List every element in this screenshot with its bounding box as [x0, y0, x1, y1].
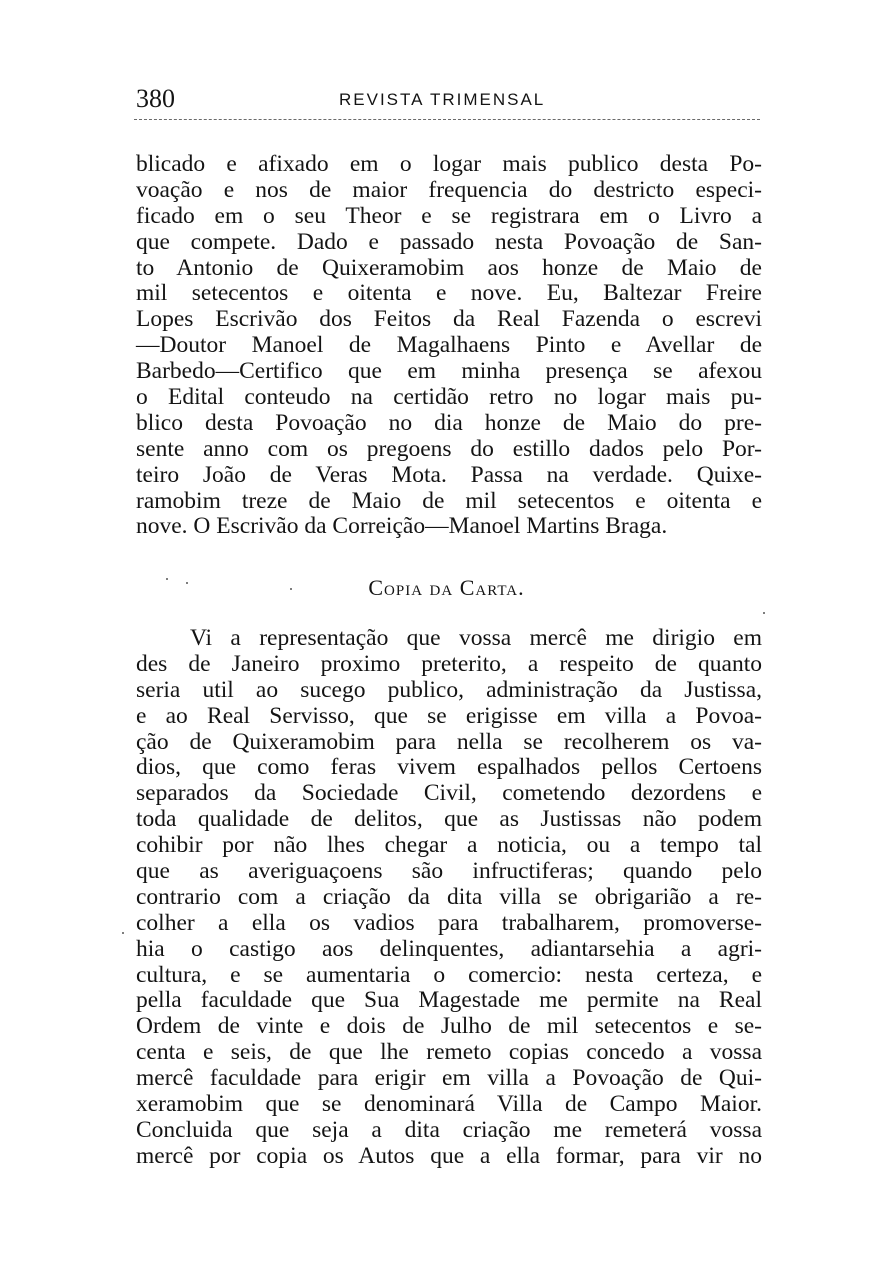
- running-head: [134, 84, 764, 114]
- text-line: nove. O Escrivão da Correição—Manoel Martins Braga.: [136, 513, 668, 540]
- journal-title: REVISTA TRIMENSAL: [339, 90, 546, 109]
- text-line: Ordem de vinte e dois de Julho de mil setecentos e se-: [136, 1013, 762, 1040]
- print-speck: [290, 588, 292, 590]
- text-line: que compete. Dado e passado nesta Povoação de San-: [136, 228, 762, 255]
- text-line: —Doutor Manoel de Magalhaens Pinto e Avellar de: [136, 332, 762, 359]
- text-line: ramobim treze de Maio de mil setecentos e oitenta e: [136, 487, 762, 514]
- text-line: ção de Quixeramobim para nella se recolherem os va-: [136, 728, 762, 755]
- text-line: teiro João de Veras Mota. Passa na verdade. Quixe-: [136, 461, 762, 488]
- text-line: to Antonio de Quixeramobim aos honze de Maio de: [136, 254, 762, 281]
- text-line: o Edital conteudo na certidão retro no logar mais pu-: [136, 384, 762, 411]
- print-speck: [763, 612, 765, 614]
- text-line: Vi a representação que vossa mercê me dirigio em: [190, 625, 762, 651]
- page-number: 380: [136, 84, 175, 113]
- text-line: ficado em o seu Theor e se registrara em o Livro a: [136, 202, 762, 229]
- text-line: Lopes Escrivão dos Feitos da Real Fazenda o escrevi: [136, 306, 762, 333]
- header-rule: [134, 119, 760, 120]
- text-line: seria util ao sucego publico, administração da Justissa,: [136, 676, 762, 703]
- text-line: que as averiguaçoens são infructiferas; quando pelo: [136, 858, 762, 885]
- text-line: xeramobim que se denominará Villa de Campo Maior.: [136, 1091, 762, 1118]
- section-heading: Copia da Carta.: [368, 575, 525, 600]
- text-line: des de Janeiro proximo preterito, a respeito de quanto: [136, 650, 762, 677]
- text-line: blicado e afixado em o logar mais publico desta Po-: [136, 151, 762, 177]
- text-line: e ao Real Servisso, que se erigisse em villa a Povoa-: [136, 702, 762, 729]
- text-line: cultura, e se aumentaria o comercio: nesta certeza, e: [136, 961, 762, 988]
- text-line: mil setecentos e oitenta e nove. Eu, Baltezar Freire: [136, 280, 762, 307]
- text-block-carta: [136, 626, 762, 1170]
- text-line: colher a ella os vadios para trabalharem, promoverse-: [136, 909, 762, 936]
- text-line: mercê faculdade para erigir em villa a Povoação de Qui-: [136, 1065, 762, 1092]
- text-line: toda qualidade de delitos, que as Justissas não podem: [136, 806, 762, 833]
- print-speck: [186, 582, 188, 584]
- text-line: dios, que como feras vivem espalhados pellos Certoens: [136, 754, 762, 781]
- text-line: centa e seis, de que lhe remeto copias concedo a vossa: [136, 1039, 762, 1066]
- text-line: mercê por copia os Autos que a ella formar, para vir no: [136, 1142, 762, 1169]
- text-line: contrario com a criação da dita villa se obrigarião a re-: [136, 883, 762, 910]
- text-line: blico desta Povoação no dia honze de Maio do pre-: [136, 409, 762, 436]
- text-line: pella faculdade que Sua Magestade me permite na Real: [136, 987, 762, 1014]
- text-block-certidao: [136, 152, 762, 540]
- text-line: separados da Sociedade Civil, cometendo dezordens e: [136, 780, 762, 807]
- print-speck: [166, 578, 168, 580]
- text-line: voação e nos de maior frequencia do destricto especi-: [136, 176, 762, 203]
- text-line: Barbedo—Certifico que em minha presença se afexou: [136, 358, 762, 385]
- text-line: hia o castigo aos delinquentes, adiantarsehia a agri-: [136, 935, 762, 962]
- text-line: cohibir por não lhes chegar a noticia, ou a tempo tal: [136, 832, 762, 859]
- text-line: Concluida que seja a dita criação me remeterá vossa: [136, 1116, 762, 1143]
- text-line: sente anno com os pregoens do estillo dados pelo Por-: [136, 435, 762, 462]
- print-speck: [122, 932, 124, 934]
